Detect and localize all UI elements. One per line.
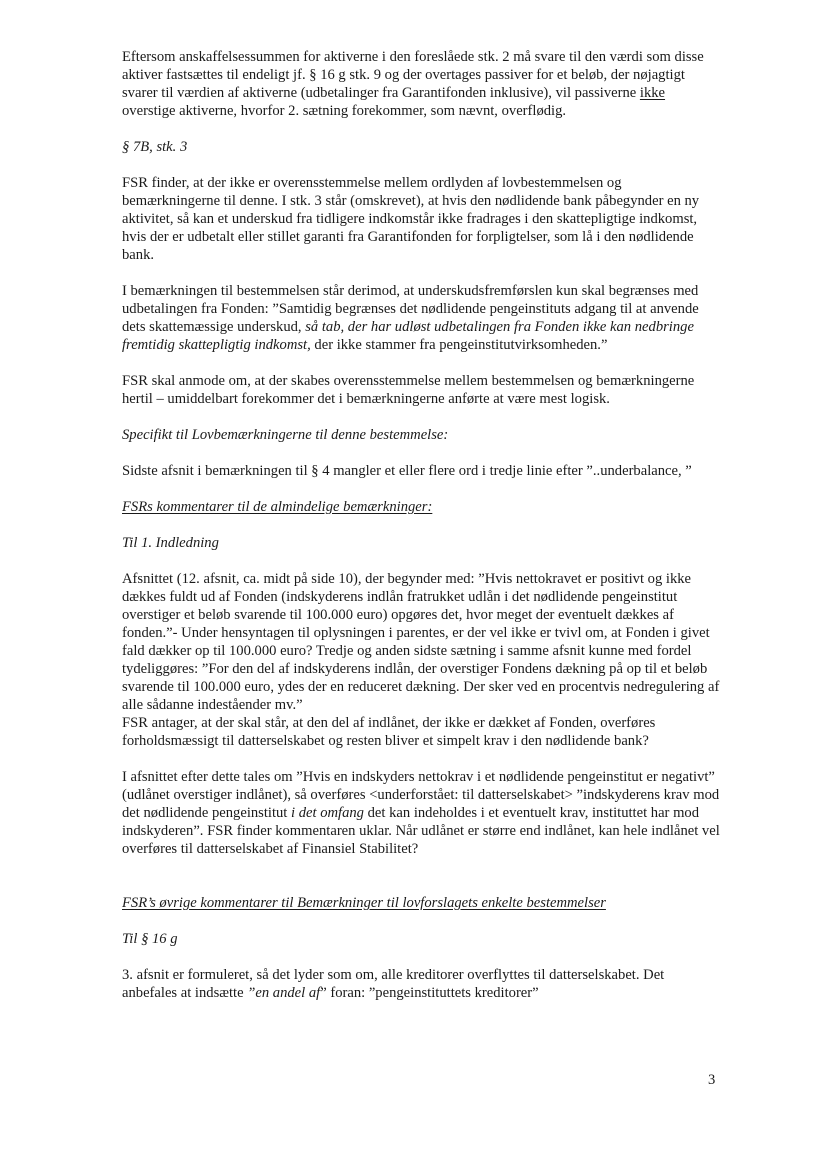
paragraph-text: I afsnittet efter dette tales om ”Hvis en indskyders nettokrav i et nødlidende pengeinstitut er negativt” (udlånet overstiger indlånet), så overføres <underforstået: til datterselskabet> ”indskyderens krav mod det nødlidende pengeinstitut xyxy=(122,769,720,821)
section-heading-general-remarks: FSRs kommentarer til de almindelige bemærkninger: xyxy=(122,499,433,515)
paragraph-net-claim-positive: Afsnittet (12. afsnit, ca. midt på side 10), der begynder med: ”Hvis nettokravet er positivt og ikke dækkes fuldt ud af Fonden (indskyderens indlån fratrukket udlån i det nødlidende pengeinstitut overstiger et beløb svarende til 100.000 euro) opgøres det, hvor meget der eventuelt dækkes af fonden.”- Under hensyntagen til oplysningen i parentes, er der vel ikke er tvivl om, at Fonden i givet fald dækker op til 100.000 euro? Tredje og anden sidste sætning i samme afsnit kunne med fordel tydeliggøres: ”For den del af indskyderens indlån, der overstiger Fondens dækning på op til et beløb svarende til 100.000 euro, ydes der en reduceret dækning. Der sker ved en procentvis nedregulering af alle sådanne indeståender mv.” xyxy=(122,571,720,713)
section-heading-7b: § 7B, stk. 3 xyxy=(122,139,188,155)
paragraph-acquisition-sum xyxy=(122,48,722,120)
section-heading-introduction: Til 1. Indledning xyxy=(122,535,219,551)
paragraph-text: Eftersom anskaffelsessummen for aktiverne i den foreslåede stk. 2 må svare til den værdi som disse aktiver fastsættes til endeligt jf. § 16 g stk. 9 og der overtages passiver for et beløb, der nøjagtigt svarer til værdien af aktiverne (udbetalinger fra Garantifonden inklusive), vil passiverne xyxy=(122,49,704,101)
paragraph-text: ” foran: ”pengeinstituttets kreditorer” xyxy=(320,985,539,1001)
italic-quote: så tab, der har udløst udbetalingen fra Fonden ikke kan nedbringe fremtidig skattepligtig indkomst, xyxy=(122,319,694,353)
paragraph-text: der ikke stammer fra pengeinstitutvirksomheden.” xyxy=(310,337,608,353)
paragraph-fsr-assumption: FSR antager, at der skal står, at den del af indlånet, der ikke er dækket af Fonden, overføres forholdsmæssigt til datterselskabet og resten bliver et simpelt krav i den nødlidende bank? xyxy=(122,715,656,749)
underlined-word: ikke xyxy=(639,85,666,101)
italic-phrase: i det omfang xyxy=(291,805,364,821)
page-number: 3 xyxy=(708,1072,716,1088)
paragraph-7b-mismatch: FSR finder, at der ikke er overensstemmelse mellem ordlyden af lovbestemmelsen og bemærkningerne til denne. I stk. 3 står (omskrevet), at hvis den nødlidende bank påbegynder en ny aktivitet, så kan et underskud fra tidligere indkomstår ikke fradrages i den skattepligtige indkomst, hvis der er udbetalt eller stillet garanti fra Garantifonden for forpligtelser, som lå i den nødlidende bank. xyxy=(122,175,700,263)
paragraph-16g-creditors xyxy=(122,966,722,1002)
italic-phrase: ”en andel af xyxy=(247,985,321,1001)
section-heading-16g: Til § 16 g xyxy=(122,931,178,947)
paragraph-net-claim-negative xyxy=(122,768,722,858)
section-heading-other-remarks: FSR’s øvrige kommentarer til Bemærkninger til lovforslagets enkelte bestemmelser xyxy=(122,895,606,911)
paragraph-7b-request: FSR skal anmode om, at der skabes overensstemmelse mellem bestemmelsen og bemærkningerne hertil – umiddelbart forekommer det i bemærkningerne anførte at være mest logisk. xyxy=(122,373,695,407)
paragraph-text: overstige aktiverne, hvorfor 2. sætning forekommer, som nævnt, overflødig. xyxy=(122,103,567,119)
paragraph-text: 3. afsnit er formuleret, så det lyder som om, alle kreditorer overflyttes til datterselskabet. Det anbefales at indsætte xyxy=(122,967,665,1001)
paragraph-text: I bemærkningen til bestemmelsen står derimod, at underskudsfremførslen kun skal begrænses med udbetalingen fra Fonden: ”Samtidig begrænses det nødlidende pengeinstituts adgang til at anvende dets skattemæssige underskud, xyxy=(122,283,699,335)
paragraph-text: det kan indeholdes i et eventuelt krav, instituttet har mod indskyderen”. FSR finder kommentaren uklar. Når udlånet er større end indlånet, kan hele indlånet vel overføres til datterselskabet af Finansiel Stabilitet? xyxy=(122,805,720,857)
paragraph-7b-remarks xyxy=(122,282,722,354)
spacer xyxy=(122,876,722,894)
document-page xyxy=(122,48,722,1020)
section-heading-specifikt: Specifikt til Lovbemærkningerne til denne bestemmelse: xyxy=(122,427,449,443)
paragraph-missing-words: Sidste afsnit i bemærkningen til § 4 mangler et eller flere ord i tredje linie efter ”..underbalance, ” xyxy=(122,463,692,479)
